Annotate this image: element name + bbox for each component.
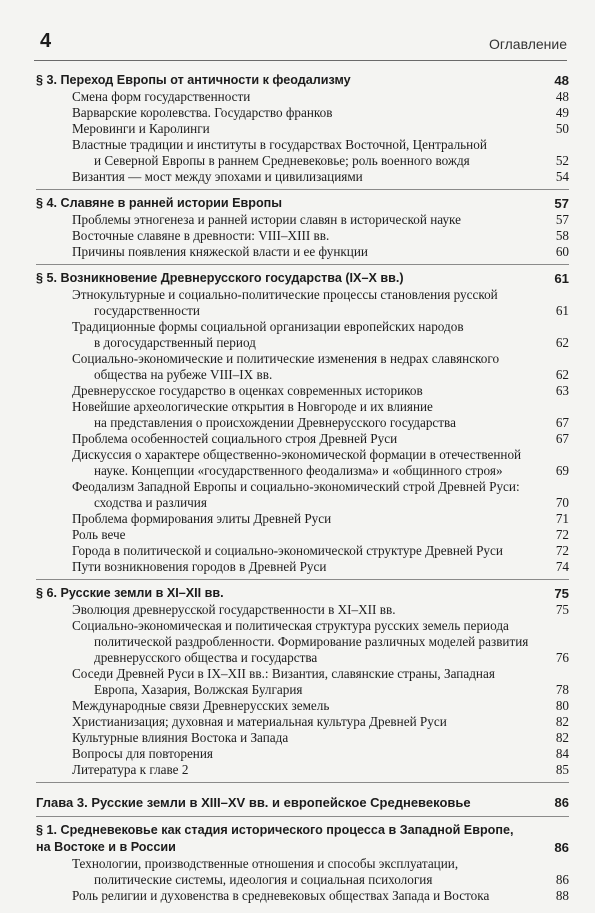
toc-entry <box>36 543 569 559</box>
toc-entry <box>36 888 569 904</box>
toc-entry-page-number: 72 <box>555 527 569 542</box>
toc-entry-page-number: 60 <box>555 244 569 259</box>
toc-entry-page-number: 50 <box>555 121 569 136</box>
chapter-title: Глава 3. Русские земли в XIII–XV вв. и европейское Средневековье <box>36 795 471 810</box>
toc-entry-title: сходства и различия <box>94 495 207 510</box>
toc-entry-title: Властные традиции и институты в государствах Восточной, Центральной <box>72 137 487 152</box>
section-heading <box>36 72 569 89</box>
toc-entry <box>36 602 569 618</box>
section-heading <box>36 270 569 287</box>
toc-entry-page-number: 75 <box>555 602 569 617</box>
toc-entry-page-number: 76 <box>555 650 569 665</box>
toc-entry <box>36 746 569 762</box>
toc-entry <box>36 287 569 319</box>
toc-entry-title: Византия — мост между эпохами и цивилизациями <box>72 169 363 184</box>
section-title: § 6. Русские земли в XI–XII вв. <box>36 586 224 600</box>
toc-entry-title: Меровинги и Каролинги <box>72 121 210 136</box>
toc-entry-page-number: 84 <box>555 746 569 761</box>
section-page-number: 61 <box>554 271 569 286</box>
toc-entry-title: науке. Концепции «государственного феодализма» и «общинного строя» <box>94 463 503 478</box>
toc-entry <box>36 479 569 511</box>
toc-entry <box>36 714 569 730</box>
toc-entry-title: Традиционные формы социальной организации европейских народов <box>72 319 464 334</box>
toc-entry-title: Социально-экономические и политические изменения в недрах славянского <box>72 351 500 366</box>
toc-entry-title: и Северной Европы в раннем Средневековье; роль военного вождя <box>94 153 470 168</box>
toc-entry-title: Культурные влияния Востока и Запада <box>72 730 289 745</box>
toc-entry-title: Вопросы для повторения <box>72 746 213 761</box>
toc-entry-page-number: 63 <box>555 383 569 398</box>
toc-entry-page-number: 85 <box>555 762 569 777</box>
toc-entry-title: на представления о происхождении Древнерусского государства <box>94 415 456 430</box>
toc-entry <box>36 137 569 169</box>
toc-entry-title: Проблема особенностей социального строя Древней Руси <box>72 431 398 446</box>
toc-entry-title: Города в политической и социально-экономической структуре Древней Руси <box>72 543 503 558</box>
toc-entry-page-number: 54 <box>555 169 569 184</box>
toc-entry <box>36 169 569 185</box>
toc-entry-page-number: 57 <box>555 212 569 227</box>
toc-entry-title: Варварские королевства. Государство франков <box>72 105 333 120</box>
section-page-number: 75 <box>554 586 569 601</box>
toc-entry-page-number: 67 <box>555 415 569 430</box>
toc-entry-title: Феодализм Западной Европы и социально-экономический строй Древней Руси: <box>72 479 520 494</box>
toc-entry-title: политические системы, идеология и социальная психология <box>94 872 433 887</box>
toc-entry-page-number: 62 <box>555 367 569 382</box>
page-number: 4 <box>40 30 52 52</box>
toc-entry-page-number: 74 <box>555 559 569 574</box>
toc-entry-page-number: 61 <box>555 303 569 318</box>
table-of-contents <box>36 72 569 913</box>
toc-entry <box>36 666 569 698</box>
toc-entry-page-number: 86 <box>555 872 569 887</box>
toc-entry <box>36 856 569 888</box>
toc-entry-title: Эволюция древнерусской государственности в XI–XII вв. <box>72 602 396 617</box>
section-title: § 3. Переход Европы от античности к феодализму <box>36 73 351 87</box>
section-title: на Востоке и в России <box>36 840 176 854</box>
toc-entry-title: общества на рубеже VIII–IX вв. <box>94 367 273 382</box>
toc-entry <box>36 121 569 137</box>
toc-entry-page-number: 48 <box>555 89 569 104</box>
section-heading <box>36 195 569 212</box>
toc-entry-title: Соседи Древней Руси в IX–XII вв.: Византия, славянские страны, Западная <box>72 666 495 681</box>
toc-entry-page-number: 82 <box>555 714 569 729</box>
toc-entry-page-number: 49 <box>555 105 569 120</box>
toc-entry-page-number: 58 <box>555 228 569 243</box>
toc-section <box>36 585 569 783</box>
page-header <box>34 30 567 61</box>
toc-entry-page-number: 71 <box>555 511 569 526</box>
toc-entry <box>36 527 569 543</box>
toc-entry <box>36 447 569 479</box>
section-heading <box>36 585 569 602</box>
section-title: § 5. Возникновение Древнерусского государства (IX–X вв.) <box>36 271 404 285</box>
section-title: § 1. Средневековье как стадия исторического процесса в Западной Европе, <box>36 823 514 837</box>
toc-entry <box>36 431 569 447</box>
toc-entry <box>36 244 569 260</box>
chapter-heading <box>36 794 569 812</box>
toc-entry-title: Международные связи Древнерусских земель <box>72 698 330 713</box>
toc-entry-page-number: 80 <box>555 698 569 713</box>
section-page-number: 57 <box>554 196 569 211</box>
toc-section <box>36 822 569 908</box>
toc-entry-title: Технологии, производственные отношения и способы эксплуатации, <box>72 856 459 871</box>
toc-entry-title: в догосударственный период <box>94 335 256 350</box>
toc-entry-title: политической раздробленности. Формирование различных моделей развития <box>94 634 529 649</box>
toc-entry-title: государственности <box>94 303 200 318</box>
toc-entry <box>36 762 569 778</box>
toc-entry <box>36 351 569 383</box>
toc-entry-title: Древнерусское государство в оценках современных историков <box>72 383 423 398</box>
toc-entry <box>36 319 569 351</box>
toc-entry-page-number: 67 <box>555 431 569 446</box>
toc-section <box>36 195 569 265</box>
running-title: Оглавление <box>488 36 567 52</box>
toc-entry-title: Роль вече <box>72 527 126 542</box>
toc-entry <box>36 105 569 121</box>
toc-entry-title: Причины появления княжеской власти и ее функции <box>72 244 368 259</box>
toc-entry-page-number: 88 <box>555 888 569 903</box>
toc-entry-title: Литература к главе 2 <box>72 762 189 777</box>
toc-entry-page-number: 69 <box>555 463 569 478</box>
section-page-number: 48 <box>554 73 569 88</box>
toc-entry <box>36 730 569 746</box>
chapter-block <box>36 794 569 817</box>
toc-entry-title: Европа, Хазария, Волжская Булгария <box>94 682 303 697</box>
toc-entry-title: Проблемы этногенеза и ранней истории славян в исторической науке <box>72 212 461 227</box>
toc-entry <box>36 618 569 666</box>
toc-entry-title: Смена форм государственности <box>72 89 251 104</box>
section-heading <box>36 822 569 856</box>
toc-entry-title: Проблема формирования элиты Древней Руси <box>72 511 332 526</box>
chapter-page-number: 86 <box>554 795 569 810</box>
toc-entry-title: Роль религии и духовенства в средневековых обществах Запада и Востока <box>72 888 490 903</box>
toc-entry <box>36 559 569 575</box>
toc-section <box>36 72 569 190</box>
toc-entry <box>36 228 569 244</box>
toc-entry <box>36 399 569 431</box>
toc-entry <box>36 698 569 714</box>
toc-entry <box>36 511 569 527</box>
toc-entry-title: Восточные славяне в древности: VIII–XIII вв. <box>72 228 330 243</box>
toc-entry-title: Дискуссия о характере общественно-экономической формации в отечественной <box>72 447 522 462</box>
section-page-number: 86 <box>554 840 569 855</box>
toc-entry <box>36 383 569 399</box>
toc-entry-title: Христианизация; духовная и материальная культура Древней Руси <box>72 714 447 729</box>
toc-entry-title: Новейшие археологические открытия в Новгороде и их влияние <box>72 399 433 414</box>
toc-entry-page-number: 70 <box>555 495 569 510</box>
toc-entry-title: Социально-экономическая и политическая структура русских земель периода <box>72 618 509 633</box>
toc-entry-title: древнерусского общества и государства <box>94 650 318 665</box>
toc-entry-page-number: 72 <box>555 543 569 558</box>
toc-entry-page-number: 52 <box>555 153 569 168</box>
toc-entry <box>36 89 569 105</box>
toc-entry-title: Этнокультурные и социально-политические процессы становления русской <box>72 287 498 302</box>
toc-section <box>36 270 569 580</box>
section-title: § 4. Славяне в ранней истории Европы <box>36 196 283 210</box>
toc-entry-title: Пути возникновения городов в Древней Руси <box>72 559 327 574</box>
toc-entry-page-number: 62 <box>555 335 569 350</box>
toc-entry-page-number: 82 <box>555 730 569 745</box>
toc-entry-page-number: 78 <box>555 682 569 697</box>
toc-entry <box>36 212 569 228</box>
